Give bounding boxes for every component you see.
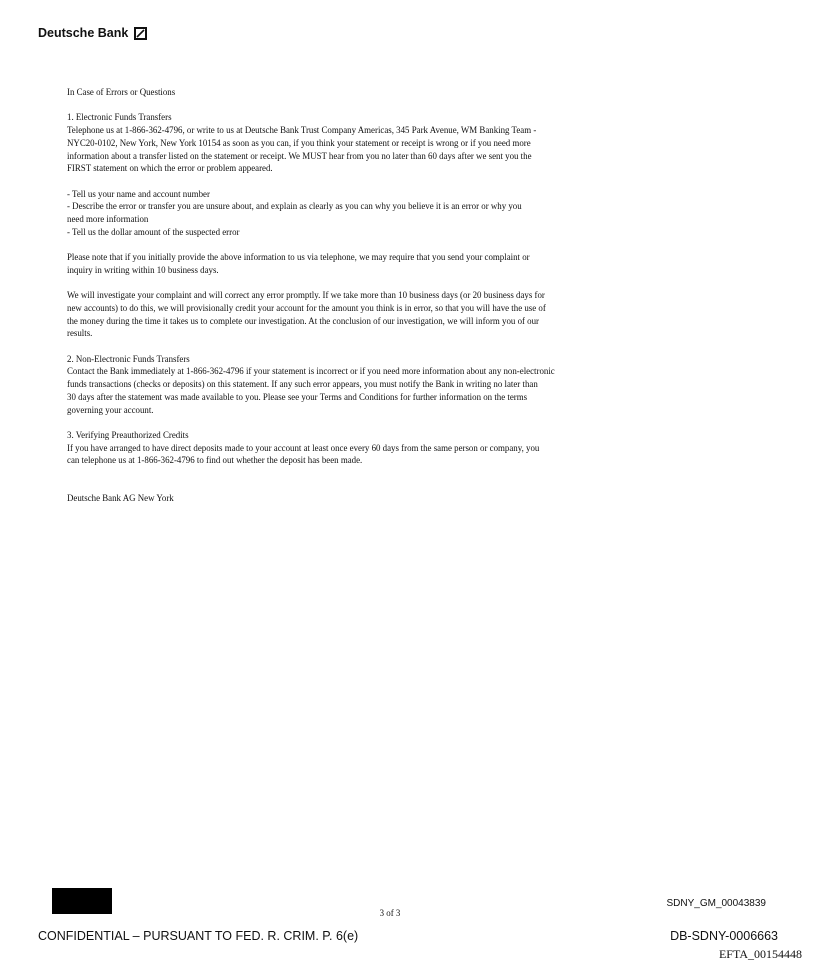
telephone-note: Please note that if you initially provide the above information to us via telephone, we may require that you send your complaint or inquiry in writing within 10 business days. [67,252,530,275]
section-electronic-transfers: 1. Electronic Funds Transfers Telephone us at 1-866-362-4796, or write to us at Deutsche Bank Trust Company Americas, 345 Park Avenue, WM Banking Team - NYC20-0102, New York, New York 10154 as soon as you can, if you think your statement or receipt is wrong or if you need more information about a transfer listed on the statement or receipt. We MUST hear from you no later than 60 days after we sent you the FIRST statement on which the error or problem appeared. [67,112,537,174]
confidentiality-notice: CONFIDENTIAL – PURSUANT TO FED. R. CRIM. P. 6(e) [38,929,359,943]
section-non-electronic-transfers: 2. Non-Electronic Funds Transfers Contact the Bank immediately at 1-866-362-4796 if your statement is incorrect or if you need more information about any non-electronic funds transactions (checks or deposits) on this statement. If any such error appears, you must notify the Bank in writing no later than 30 days after the statement was made available to you. Please see your Terms and Conditions for further information on the terms governing your account. [67,353,555,415]
efta-number: EFTA_00154448 [718,947,802,961]
investigation-paragraph: We will investigate your complaint and will correct any error promptly. If we take more than 10 business days (or 20 business days for new accounts) to do this, we will provisionally credit your account for the amount you think is in error, so that you will have the use of the money during the time it takes us to complete our investigation. At the conclusion of our investigation, we will inform you of our results. [67,290,546,339]
bank-header [38,26,147,40]
sdny-bates-number: SDNY_GM_00043839 [666,898,766,909]
redaction-box [52,888,112,914]
closing-signature: Deutsche Bank AG New York [67,493,174,503]
bank-name: Deutsche Bank [38,26,129,40]
db-bates-number: DB-SDNY-0006663 [670,929,778,943]
required-info-list: - Tell us your name and account number - Describe the error or transfer you are unsure about, and explain as clearly as you can why you believe it is an error or why you need more information - Tell us the dollar amount of the suspected error [67,188,522,237]
deutsche-bank-logo-icon [134,27,147,40]
statement-body [67,86,637,517]
notice-heading: In Case of Errors or Questions [67,87,176,97]
section-preauthorized-credits: 3. Verifying Preauthorized Credits If you have arranged to have direct deposits made to your account at least once every 60 days from the same person or company, you can telephone us at 1-866-362-4796 to find out whether the deposit has been made. [67,429,540,466]
page-number: 3 of 3 [379,908,401,918]
